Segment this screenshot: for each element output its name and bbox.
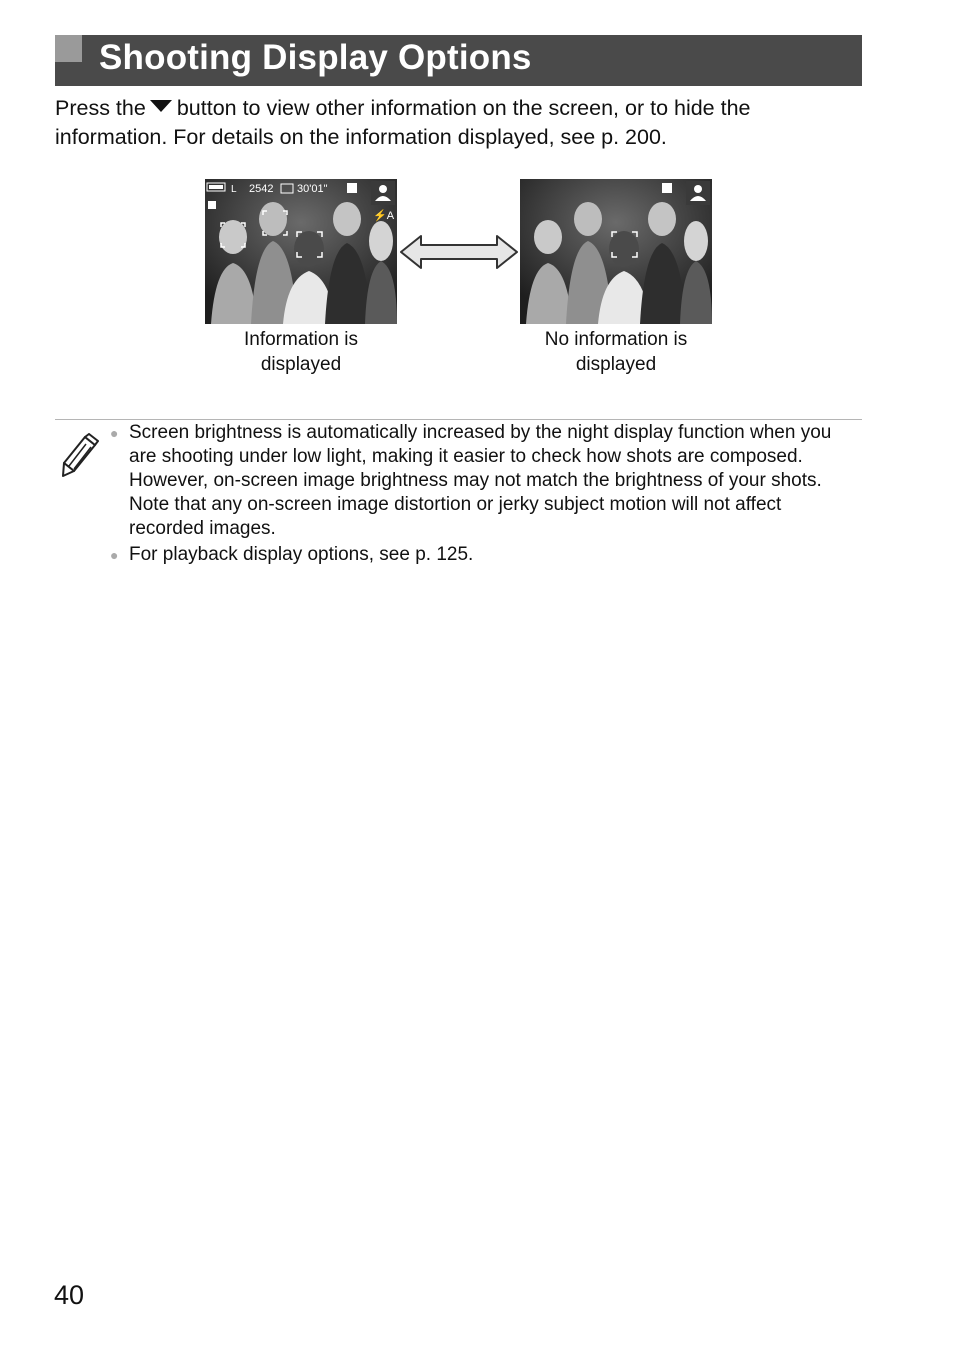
intro-text-after: button to view other information on the screen, or to hide the information. For details on the information displayed, see p. 200. [55, 96, 751, 149]
osd-shots-remaining: 2542 [249, 183, 274, 195]
screen-photo-no-info [520, 179, 712, 324]
double-arrow-icon [399, 232, 519, 272]
list-item: ● For playback display options, see p. 125. [110, 544, 474, 565]
page-title: Shooting Display Options [99, 38, 532, 77]
caption-no-info [501, 327, 731, 377]
note-list [110, 421, 855, 569]
svg-text:L: L [231, 184, 237, 195]
intro-text-before: Press the [55, 96, 146, 120]
screen-photo-info-displayed [205, 179, 397, 324]
osd-recording-time: 30'01" [297, 183, 328, 195]
note-divider [55, 419, 862, 420]
caption-line: displayed [260, 354, 342, 375]
caption-line: displayed [575, 354, 657, 375]
pencil-icon [60, 433, 100, 479]
bullet-icon: ● [110, 547, 119, 563]
caption-line: No information is [544, 329, 688, 350]
caption-line: Information is [243, 329, 359, 350]
list-item: ● Screen brightness is automatically increased by the night display function when you are shooting under low light, making it easier to check how shots are composed. However, on-screen image brightness may not match the brightness of your shots. Note that any on-screen image distortion or jerky subject motion will not affect recorded images. [110, 422, 832, 539]
intro-paragraph [55, 94, 855, 152]
down-triangle-icon [150, 100, 172, 112]
header-accent-square [55, 35, 82, 62]
svg-text:⚡A: ⚡A [373, 210, 395, 222]
page-number: 40 [54, 1280, 85, 1310]
caption-info-displayed [186, 327, 416, 377]
bullet-icon: ● [110, 425, 119, 441]
